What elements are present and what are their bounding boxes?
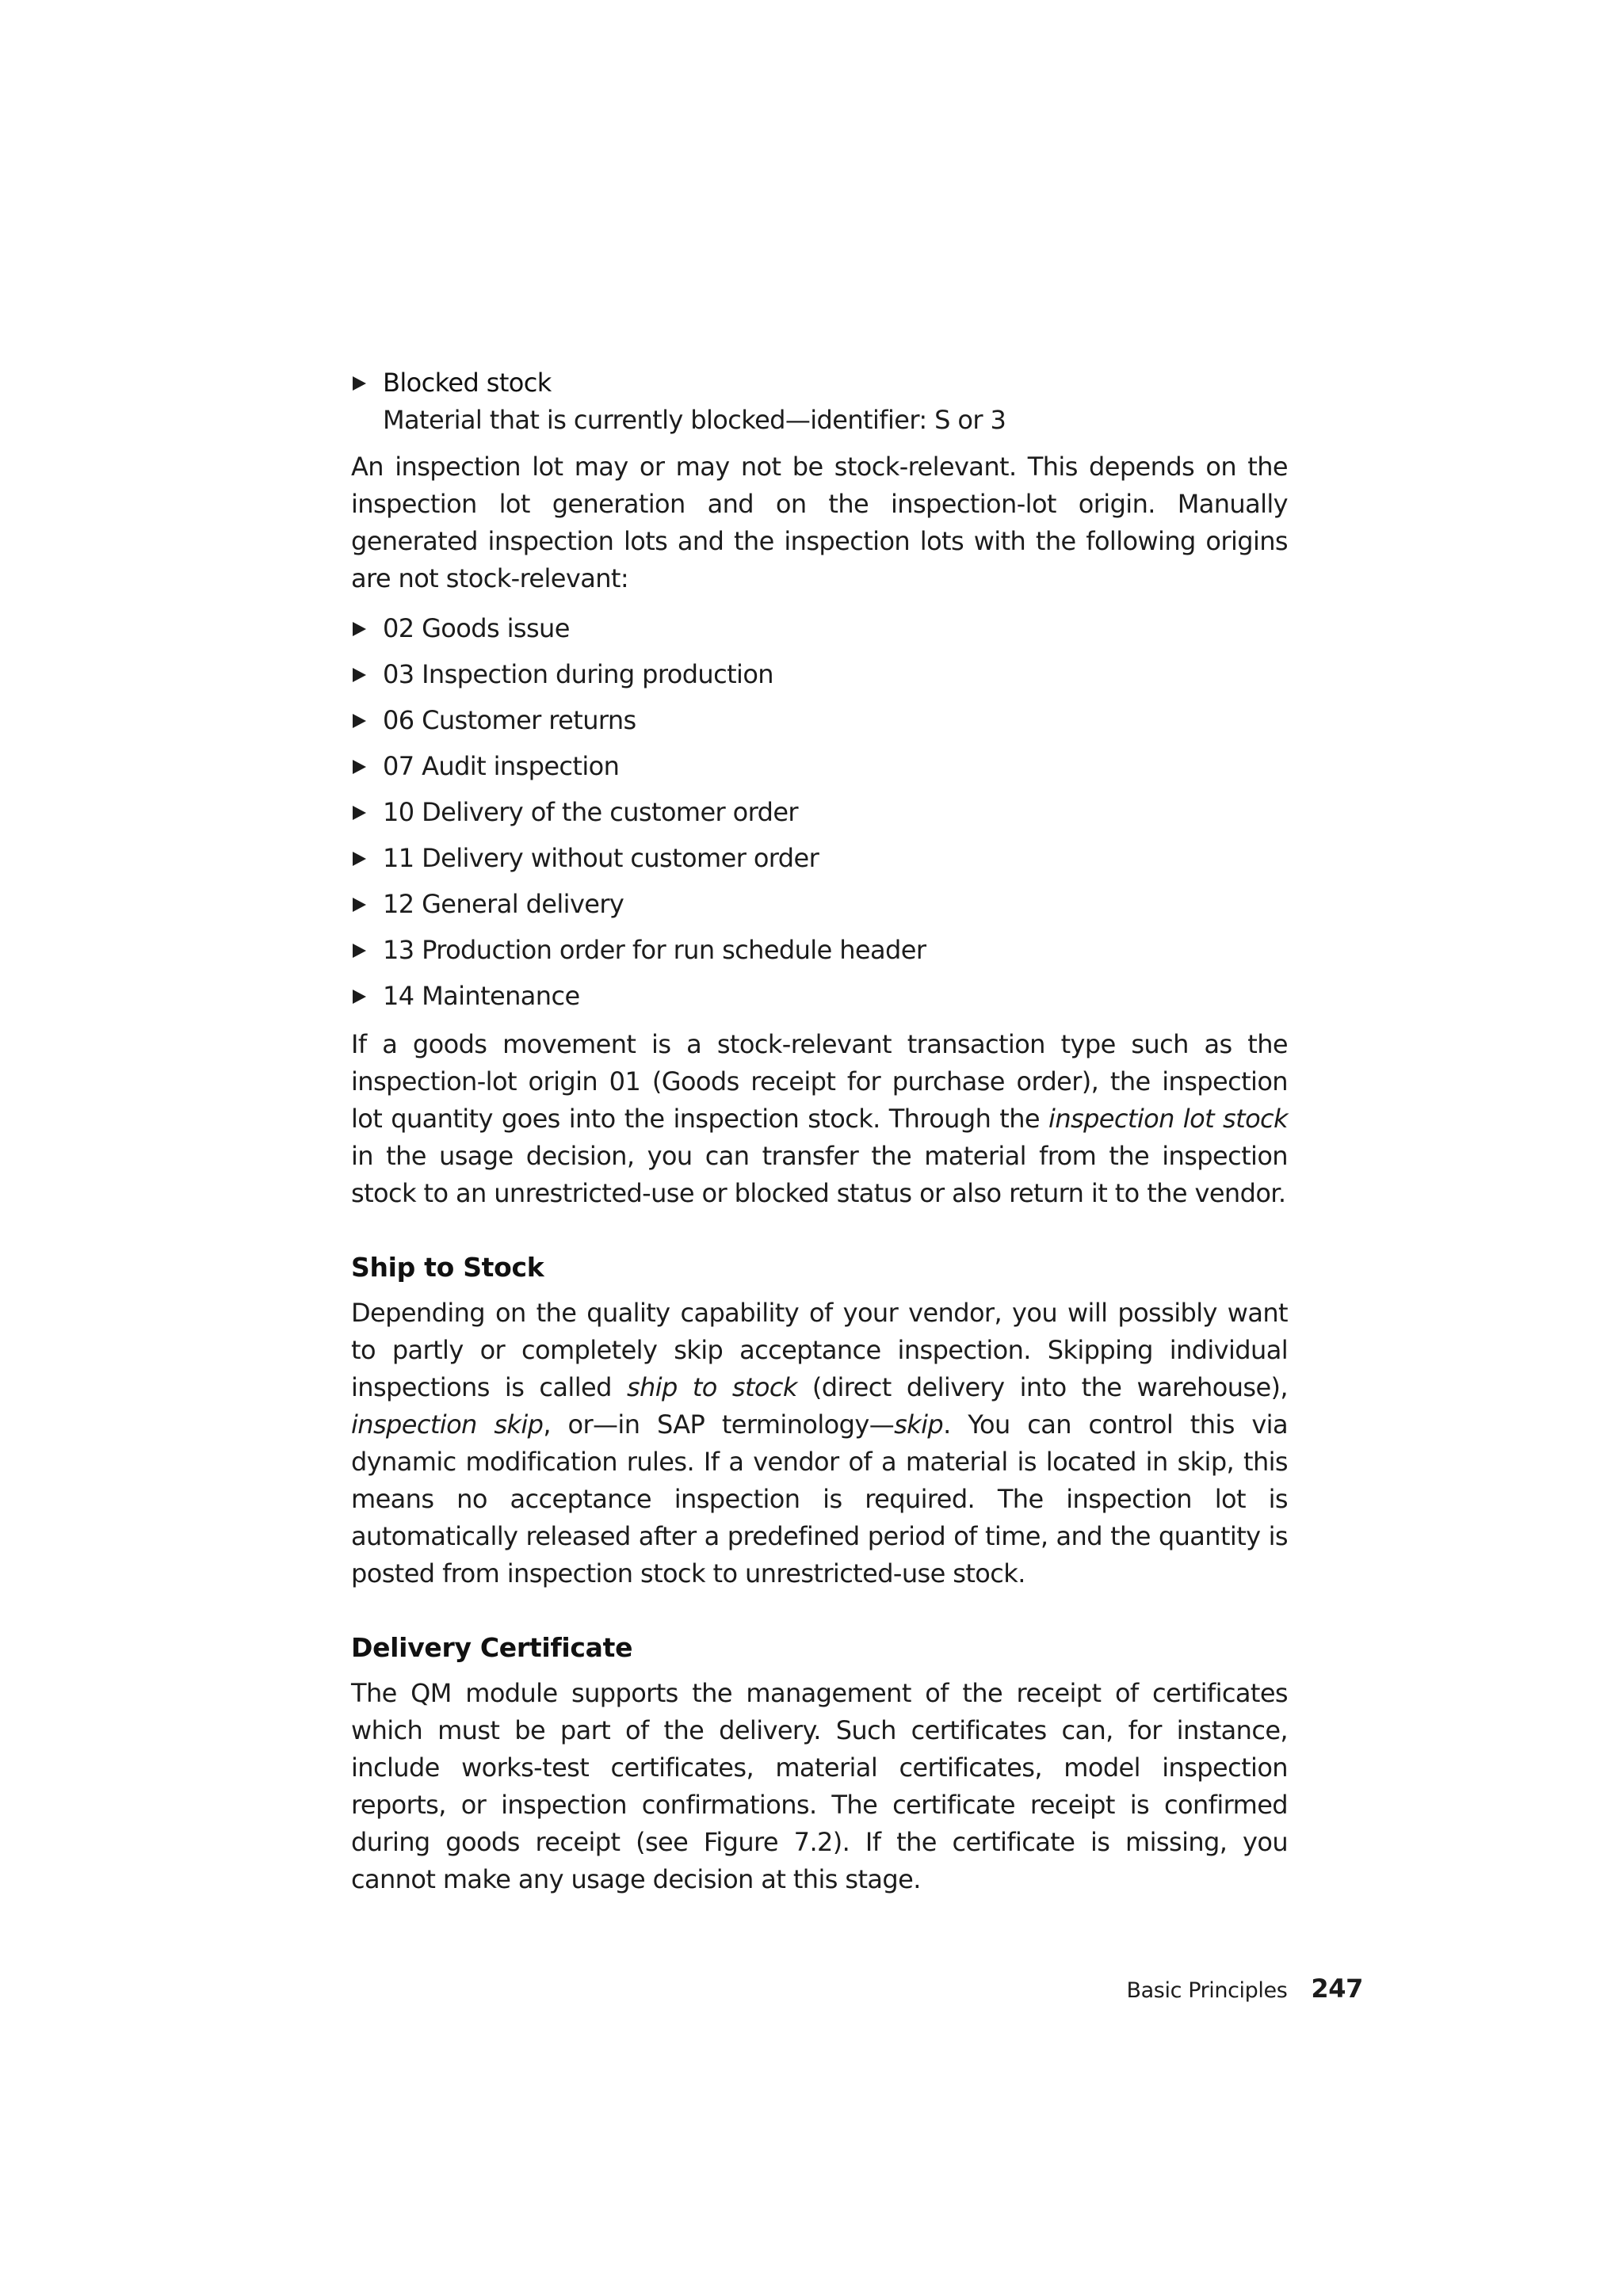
emphasis-text: skip <box>894 1409 944 1440</box>
section-heading-ship-to-stock: Ship to Stock <box>351 1252 544 1283</box>
list-item-text: 03 Inspection during production <box>383 659 773 689</box>
bullet-triangle-icon <box>353 376 366 391</box>
bullet-description: Material that is currently blocked—identifier: S or 3 <box>383 405 1006 435</box>
bullet-triangle-icon <box>353 622 366 636</box>
text-run: , or—in SAP terminology— <box>543 1409 895 1440</box>
text-run: . You can control this via dynamic modification rules. If a vendor of a material is located in skip, this means no acceptance inspection is required. The inspection lot is automatically released after a predefined period of time, and the quantity is posted from inspection stock to unrestricted-use stock. <box>351 1409 1288 1589</box>
page-footer <box>951 1973 1363 2007</box>
list-item <box>351 702 1288 739</box>
list-item-text: 13 Production order for run schedule header <box>383 935 926 965</box>
page-body <box>351 364 1288 1898</box>
text-run: If a goods movement is a stock-relevant transaction type such as the inspection-lot origin 01 (Goods receipt for purchase order), the inspection lot quantity goes into the inspection stock. Through the <box>351 1029 1288 1134</box>
section-heading-delivery-certificate: Delivery Certificate <box>351 1632 633 1663</box>
list-item <box>351 932 1288 969</box>
bullet-triangle-icon <box>353 714 366 728</box>
bullet-triangle-icon <box>353 944 366 958</box>
paragraph-goods-movement <box>351 1026 1288 1212</box>
emphasis-text: ship to stock <box>626 1372 797 1402</box>
list-item <box>351 978 1288 1015</box>
bullet-triangle-icon <box>353 990 366 1004</box>
emphasis-text: inspection lot stock <box>1048 1104 1288 1134</box>
paragraph-delivery-certificate: The QM module supports the management of the receipt of certificates which must be part of the delivery. Such certificates can, for instance, include works-test certificates, material certificates, model inspection reports, or inspection confirmations. The certificate receipt is confirmed during goods receipt (see Figure 7.2). If the certificate is missing, you cannot make any usage decision at this stage. <box>351 1678 1288 1894</box>
bullet-triangle-icon <box>353 898 366 912</box>
list-item-text: 10 Delivery of the customer order <box>383 797 798 827</box>
list-item <box>351 886 1288 923</box>
bullet-triangle-icon <box>353 668 366 682</box>
origin-list <box>351 610 1288 1015</box>
text-run: Depending on the quality capability of your vendor, you will possibly want to partly or completely skip acceptance inspection. Skipping individual inspections is called <box>351 1298 1288 1402</box>
list-item-text: 11 Delivery without customer order <box>383 843 819 873</box>
footer-section-title: Basic Principles <box>1126 1978 1288 2003</box>
page-number: 247 <box>1311 1974 1363 2004</box>
list-item <box>351 840 1288 877</box>
list-item <box>351 794 1288 831</box>
paragraph-intro: An inspection lot may or may not be stock-relevant. This depends on the inspection lot generation and on the inspection-lot origin. Manually generated inspection lots and the inspection lots with the following origins are not stock-relevant: <box>351 452 1288 593</box>
text-run: in the usage decision, you can transfer the material from the inspection stock to an unrestricted-use or blocked status or also return it to the vendor. <box>351 1141 1288 1208</box>
list-item <box>351 656 1288 693</box>
bullet-heading: Blocked stock <box>383 368 552 398</box>
list-item-text: 06 Customer returns <box>383 705 636 735</box>
list-item <box>351 610 1288 647</box>
bullet-triangle-icon <box>353 852 366 866</box>
list-item-text: 14 Maintenance <box>383 981 580 1011</box>
list-item-text: 12 General delivery <box>383 889 624 919</box>
emphasis-text: inspection skip <box>351 1409 544 1440</box>
paragraph-ship-to-stock <box>351 1295 1288 1592</box>
text-run: (direct delivery into the warehouse), <box>796 1372 1288 1402</box>
list-item-text: 07 Audit inspection <box>383 751 620 781</box>
bullet-triangle-icon <box>353 760 366 774</box>
list-item <box>351 748 1288 785</box>
list-item-text: 02 Goods issue <box>383 613 570 643</box>
list-item-blocked-stock <box>351 364 1288 439</box>
bullet-triangle-icon <box>353 806 366 820</box>
